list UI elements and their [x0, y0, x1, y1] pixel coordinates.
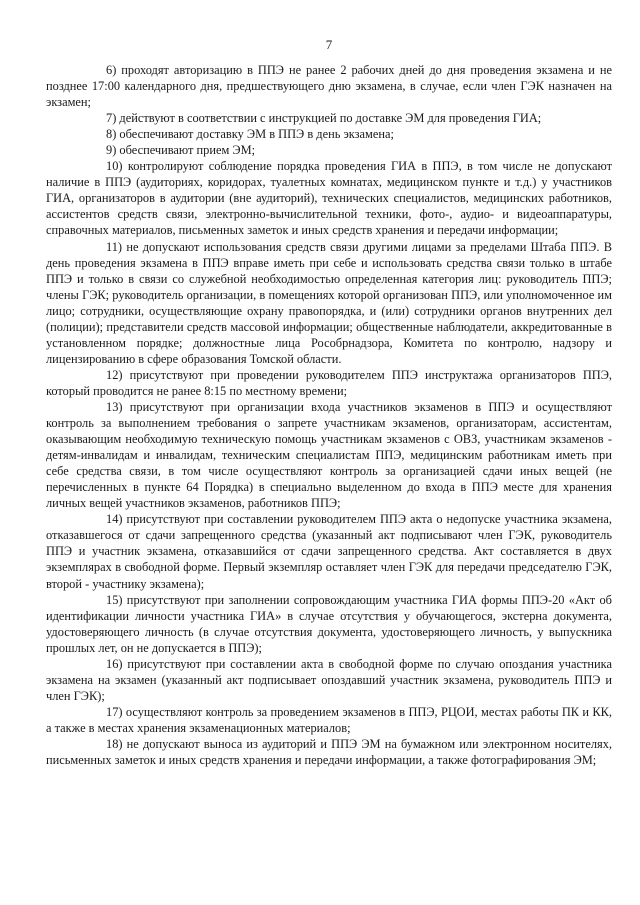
- paragraph-item-15: 15) присутствуют при заполнении сопровождающим участника ГИА формы ППЭ-20 «Акт об идентификации личности участника ГИА» в случае отсутствия у обучающегося, экстерна документа, удостоверяющего личность (в случае отсутствия документа, удостоверяющего личность, у выпускника прошлых лет, он не допускается в ППЭ);: [46, 592, 612, 655]
- paragraph-item-9: 9) обеспечивают прием ЭМ;: [106, 143, 256, 158]
- paragraph-item-8: 8) обеспечивают доставку ЭМ в ППЭ в день экзамена;: [106, 127, 394, 142]
- paragraph-item-11: 11) не допускают использования средств связи другими лицами за пределами Штаба ППЭ. В день проведения экзамена в ППЭ вправе иметь при себе и использовать средства связи только в штабе ППЭ и только в связи со служебной необходимостью определенная категория лиц: руководитель ППЭ; члены ГЭК; руководитель организации, в помещениях которой организован ППЭ, или уполномоченное им лицо; сотрудники, осуществляющие охрану правопорядка, и (или) сотрудники органов внутренних дел (полиции); представители средств массовой информации; общественные наблюдатели, аккредитованные в установленном порядке; должностные лица Рособрнадзора, Комитета по контролю, надзору и лицензированию в сфере образования Томской области.: [46, 239, 612, 366]
- paragraph-item-7: 7) действуют в соответствии с инструкцией по доставке ЭМ для проведения ГИА;: [106, 111, 542, 126]
- paragraph-item-6: 6) проходят авторизацию в ППЭ не ранее 2 рабочих дней до дня проведения экзамена и не позднее 17:00 календарного дня, предшествующего дню экзамена, в случае, если член ГЭК назначен на экзамен;: [46, 63, 612, 110]
- paragraph-item-14: 14) присутствуют при составлении руководителем ППЭ акта о недопуске участника экзамена, отказавшегося от сдачи запрещенного средства (указанный акт подписывают член ГЭК, руководитель ППЭ и участник экзамена, отказавшийся от сдачи запрещенного средства. Акт составляется в двух экземплярах в свободной форме. Первый экземпляр оставляет член ГЭК для передачи председателю ГЭК, второй - участнику экзамена);: [46, 512, 612, 591]
- paragraph-item-10: 10) контролируют соблюдение порядка проведения ГИА в ППЭ, в том числе не допускают наличие в ППЭ (аудиториях, коридорах, туалетных комнатах, медицинском пункте и т.д.) у участников ГИА, организаторов в аудитории (вне аудиторий), технических специалистов, медицинских работников, ассистентов средств связи, электронно-вычислительной техники, фото-, аудио- и видеоаппаратуры, справочных материалов, письменных заметок и иных средств хранения и передачи информации;: [46, 159, 612, 238]
- paragraph-item-18: 18) не допускают выноса из аудиторий и ППЭ ЭМ на бумажном или электронном носителях, письменных заметок и иных средств хранения и передачи информации, а также фотографирования ЭМ;: [46, 736, 612, 768]
- paragraph-item-16: 16) присутствуют при составлении акта в свободной форме по случаю опоздания участника экзамена на экзамен (указанный акт подписывает опоздавший участник экзамена, руководитель ППЭ и член ГЭК);: [46, 656, 612, 703]
- document-page: [46, 37, 612, 768]
- paragraph-item-17: 17) осуществляют контроль за проведением экзаменов в ППЭ, РЦОИ, местах работы ПК и КК, а также в местах хранения экзаменационных материалов;: [46, 704, 612, 735]
- paragraph-item-13: 13) присутствуют при организации входа участников экзаменов в ППЭ и осуществляют контроль за выполнением требования о запрете участникам экзаменов, организаторам, ассистентам, оказывающим необходимую техническую помощь участникам экзаменов с ОВЗ, участникам экзаменов - детям-инвалидам и инвалидам, техническим специалистам ППЭ, медицинским работникам иметь при себе средства связи, в том числе осуществляют контроль за организацией сдачи иных вещей (не перечисленных в пункте 64 Порядка) в специально выделенном до входа в ППЭ месте для хранения личных вещей участников экзаменов, работников ППЭ;: [46, 399, 612, 511]
- paragraph-item-12: 12) присутствуют при проведении руководителем ППЭ инструктажа организаторов ППЭ, который проводится не ранее 8:15 по местному времени;: [46, 367, 612, 398]
- page-number: 7: [325, 37, 333, 52]
